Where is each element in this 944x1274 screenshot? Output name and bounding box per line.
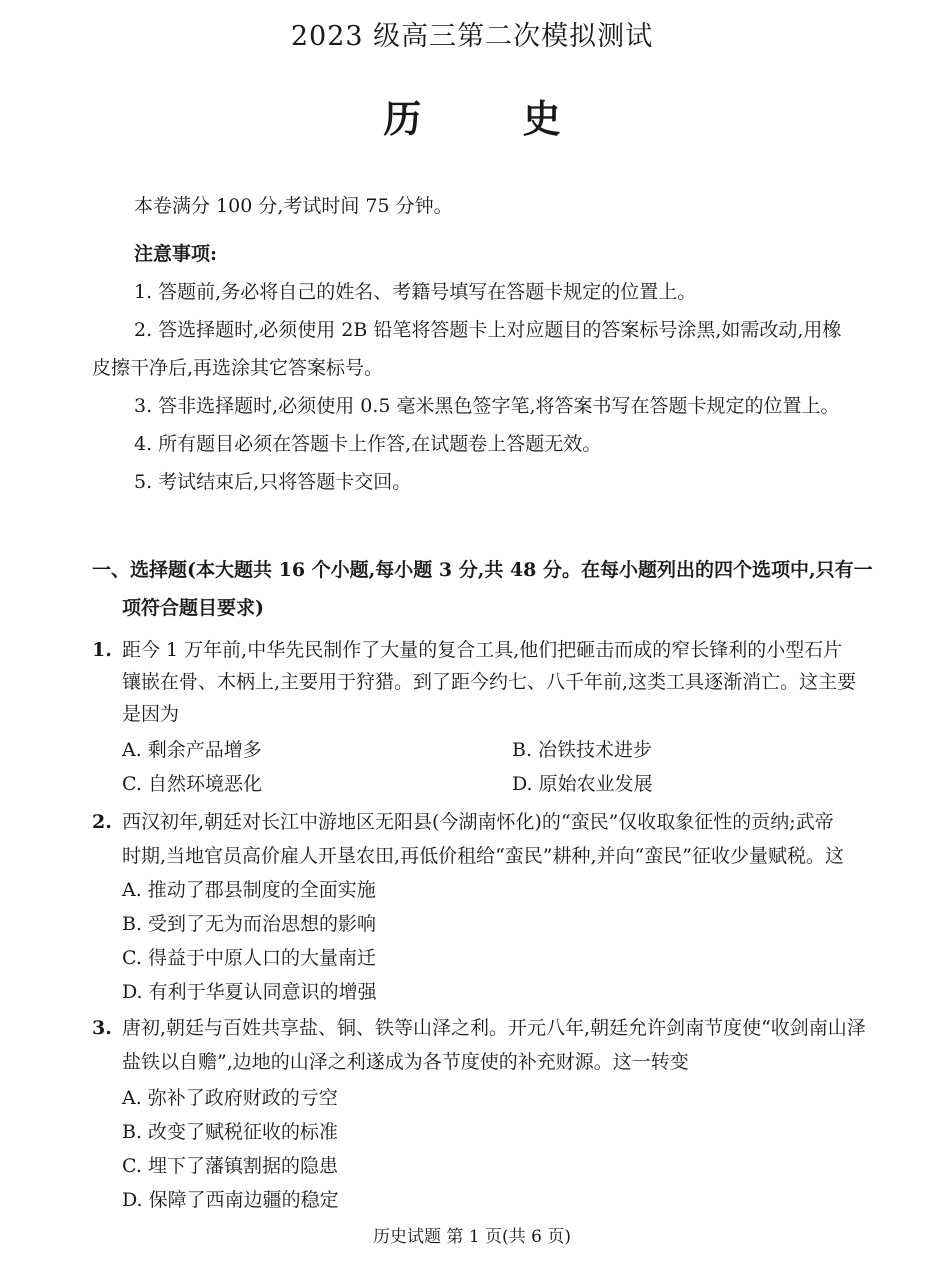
- question-number: 1.: [92, 639, 112, 661]
- option-c: C. 自然环境恶化: [122, 773, 262, 795]
- question-number: 2.: [92, 811, 112, 833]
- option-b: B. 冶铁技术进步: [512, 739, 653, 761]
- question-number: 3.: [92, 1017, 112, 1039]
- question-stem: 盐铁以自赡”,边地的山泽之利遂成为各节度使的补充财源。这一转变: [122, 1051, 689, 1073]
- question-stem: 是因为: [122, 703, 180, 725]
- note-item-5: 5. 考试结束后,只将答题卡交回。: [134, 471, 412, 493]
- section-heading: 一、选择题(本大题共 16 个小题,每小题 3 分,共 48 分。在每小题列出的四个选项中,只有一: [92, 559, 873, 581]
- note-item-1: 1. 答题前,务必将自己的姓名、考籍号填写在答题卡规定的位置上。: [134, 281, 697, 303]
- question-stem: 镶嵌在骨、木柄上,主要用于狩猎。到了距今约七、八千年前,这类工具逐渐消亡。这主要: [122, 671, 857, 693]
- option-d: D. 原始农业发展: [512, 773, 653, 795]
- option-b: B. 改变了赋税征收的标准: [122, 1121, 339, 1143]
- question-stem: 时期,当地官员高价雇人开垦农田,再低价租给“蛮民”耕种,并向“蛮民”征收少量赋税。这: [122, 845, 844, 867]
- option-c: C. 埋下了藩镇割据的隐患: [122, 1155, 338, 1177]
- option-d: D. 有利于华夏认同意识的增强: [122, 981, 377, 1003]
- intro-text: 本卷满分 100 分,考试时间 75 分钟。: [134, 195, 453, 217]
- note-item-2: 2. 答选择题时,必须使用 2B 铅笔将答题卡上对应题目的答案标号涂黑,如需改动,用橡: [134, 319, 842, 341]
- option-a: A. 弥补了政府财政的亏空: [122, 1087, 338, 1109]
- option-d: D. 保障了西南边疆的稳定: [122, 1189, 339, 1211]
- subject-title: 历 史: [383, 96, 605, 141]
- option-b: B. 受到了无为而治思想的影响: [122, 913, 377, 935]
- note-item-2-cont: 皮擦干净后,再选涂其它答案标号。: [92, 357, 384, 379]
- question-stem: 西汉初年,朝廷对长江中游地区无阳县(今湖南怀化)的“蛮民”仅收取象征性的贡纳;武帝: [122, 811, 834, 833]
- exam-title: 2023 级高三第二次模拟测试: [290, 21, 654, 52]
- option-a: A. 剩余产品增多: [122, 739, 262, 761]
- note-item-4: 4. 所有题目必须在答题卡上作答,在试题卷上答题无效。: [134, 433, 602, 455]
- question-stem: 距今 1 万年前,中华先民制作了大量的复合工具,他们把砸击而成的窄长锋利的小型石片: [122, 639, 843, 661]
- option-a: A. 推动了郡县制度的全面实施: [122, 879, 376, 901]
- note-item-3: 3. 答非选择题时,必须使用 0.5 毫米黑色签字笔,将答案书写在答题卡规定的位置上。: [134, 395, 840, 417]
- option-c: C. 得益于中原人口的大量南迁: [122, 947, 376, 969]
- notes-heading: 注意事项:: [134, 243, 218, 265]
- section-heading-cont: 项符合题目要求): [122, 597, 264, 619]
- question-stem: 唐初,朝廷与百姓共享盐、铜、铁等山泽之利。开元八年,朝廷允许剑南节度使“收剑南山泽: [122, 1017, 866, 1039]
- page-footer: 历史试题 第 1 页(共 6 页): [373, 1227, 571, 1247]
